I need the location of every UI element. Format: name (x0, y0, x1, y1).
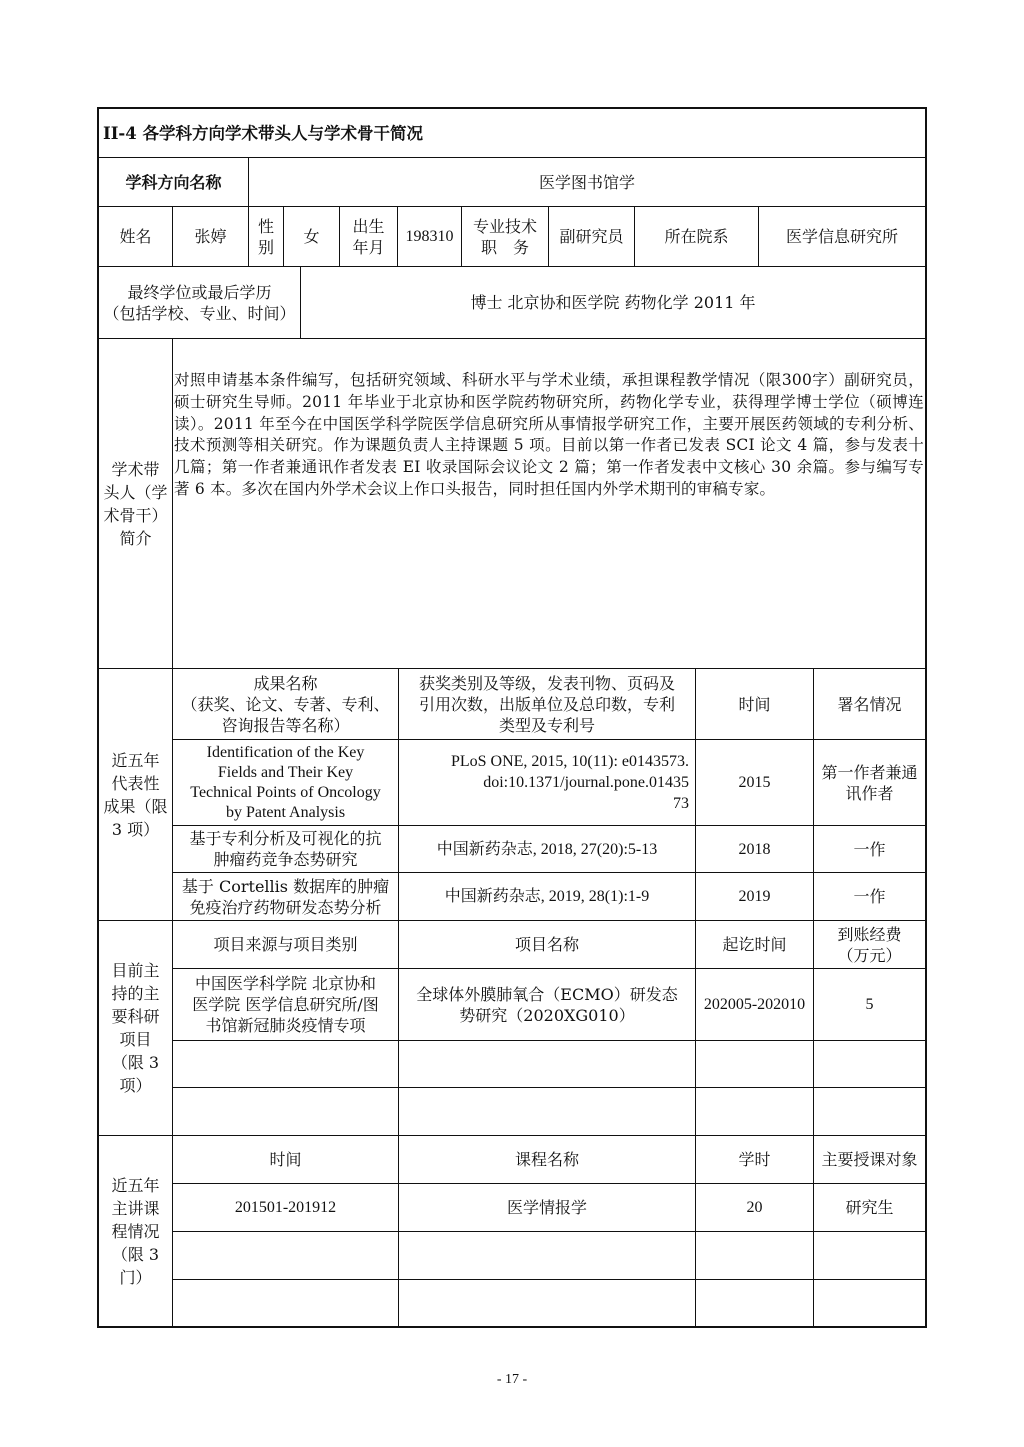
achievements-header-info: 获奖类别及等级，发表刊物、页码及 引用次数，出版单位及总印数，专利 类型及专利号 (418, 673, 675, 735)
courses-header-target: 主要授课对象 (821, 1150, 918, 1169)
achievements-label: 近五年 代表性 成果（限 3 项） (103, 750, 168, 839)
achievement-name: Identification of the Key Fields and Their Key Technical Points of Oncology by Patent Analysis (190, 743, 381, 821)
projects-header-source: 项目来源与项目类别 (213, 935, 358, 954)
achievement-time: 2018 (738, 840, 771, 858)
achievement-sign: 一作 (853, 887, 886, 906)
name-label: 姓名 (119, 227, 152, 246)
courses-label: 近五年 主讲课 程情况 （限 3 门） (111, 1175, 160, 1287)
discipline-label: 学科方向名称 (125, 172, 222, 192)
course-name: 医学情报学 (506, 1198, 587, 1217)
achievements-header-sign: 署名情况 (837, 694, 902, 714)
achievement-time: 2015 (738, 774, 771, 791)
project-source: 中国医学科学院 北京协和 医学院 医学信息研究所/图 书馆新冠肺炎疫情专项 (192, 974, 379, 1035)
projects-header-fund: 到账经费 （万元） (837, 924, 902, 965)
gender-value: 女 (303, 227, 320, 246)
page-number: - 17 - (496, 1372, 528, 1387)
achievement-info: 中国新药杂志, 2018, 27(20):5-13 (436, 840, 658, 858)
intro-label: 学术带 头人（学 术骨干） 简介 (103, 459, 168, 548)
achievement-time: 2019 (738, 888, 771, 905)
gender-label: 性 别 (257, 216, 274, 257)
achievements-header-name: 成果名称 （获奖、论文、专著、专利、 咨询报告等名称） (181, 673, 390, 735)
discipline-value: 医学图书馆学 (538, 172, 635, 192)
project-fund: 5 (865, 996, 874, 1013)
projects-header-period: 起讫时间 (722, 935, 787, 954)
achievement-info: 中国新药杂志, 2019, 28(1):1-9 (444, 888, 650, 905)
dept-label: 所在院系 (664, 227, 729, 246)
achievement-info: PLoS ONE, 2015, 10(11): e0143573. doi:10.1371/journal.pone.01435 73 (450, 753, 689, 812)
achievement-name: 基于 Cortellis 数据库的肿瘤 免疫治疗药物研发态势分析 (181, 876, 390, 917)
course-hours: 20 (746, 1199, 763, 1216)
project-name: 全球体外膜肺氧合（ECMO）研发态 势研究（2020XG010） (416, 984, 678, 1025)
projects-header-name: 项目名称 (514, 935, 579, 954)
name-value: 张婷 (194, 227, 227, 246)
degree-label: 最终学位或最后学历 （包括学校、专业、时间） (103, 282, 296, 323)
projects-label: 目前主 持的主 要科研 项目 （限 3 项） (111, 961, 160, 1095)
course-target: 研究生 (845, 1198, 894, 1217)
birth-value: 198310 (405, 228, 454, 245)
title-value: 副研究员 (559, 227, 624, 246)
project-period: 202005-202010 (703, 996, 806, 1013)
intro-text: 对照申请基本条件编写，包括研究领域、科研水平与学术业绩，承担课程教学情况（限300字）副研究员，硕士研究生导师。2011 年毕业于北京协和医学院药物研究所，药物化学专业，获得理学博士学位（硕博连读）。2011 年至今在中国医学科学院医学信息研究所从事情报学研究工作，主要开展医药领域的专利分析、技术预测等相关研究。作为课题负责人主持课题 5 项。目前以第一作者已发表 SCI 论文 4 篇，参与发表十几篇；第一作者兼通讯作者发表 EI 收录国际会议论文 2 篇；第一作者发表中文核心 30 余篇。参与编写专著 6 本。多次在国内外学术会议上作口头报告，同时担任国内外学术期刊的审稿专家。 (174, 371, 924, 498)
achievement-sign: 第一作者兼通 讯作者 (821, 762, 918, 803)
achievements-header-time: 时间 (738, 694, 771, 714)
degree-value: 博士 北京协和医学院 药物化学 2011 年 (470, 293, 756, 312)
courses-header-time: 时间 (269, 1150, 302, 1169)
birth-label: 出生 年月 (352, 216, 385, 257)
course-time: 201501-201912 (234, 1199, 337, 1216)
courses-header-name: 课程名称 (514, 1150, 579, 1169)
achievement-sign: 一作 (853, 839, 886, 859)
courses-header-hours: 学时 (738, 1150, 771, 1169)
section-title: II-4 各学科方向学术带头人与学术骨干简况 (103, 123, 424, 143)
achievement-name: 基于专利分析及可视化的抗 肿瘤药竞争态势研究 (189, 829, 382, 869)
title-label: 专业技术 职 务 (472, 216, 537, 257)
dept-value: 医学信息研究所 (785, 227, 898, 246)
